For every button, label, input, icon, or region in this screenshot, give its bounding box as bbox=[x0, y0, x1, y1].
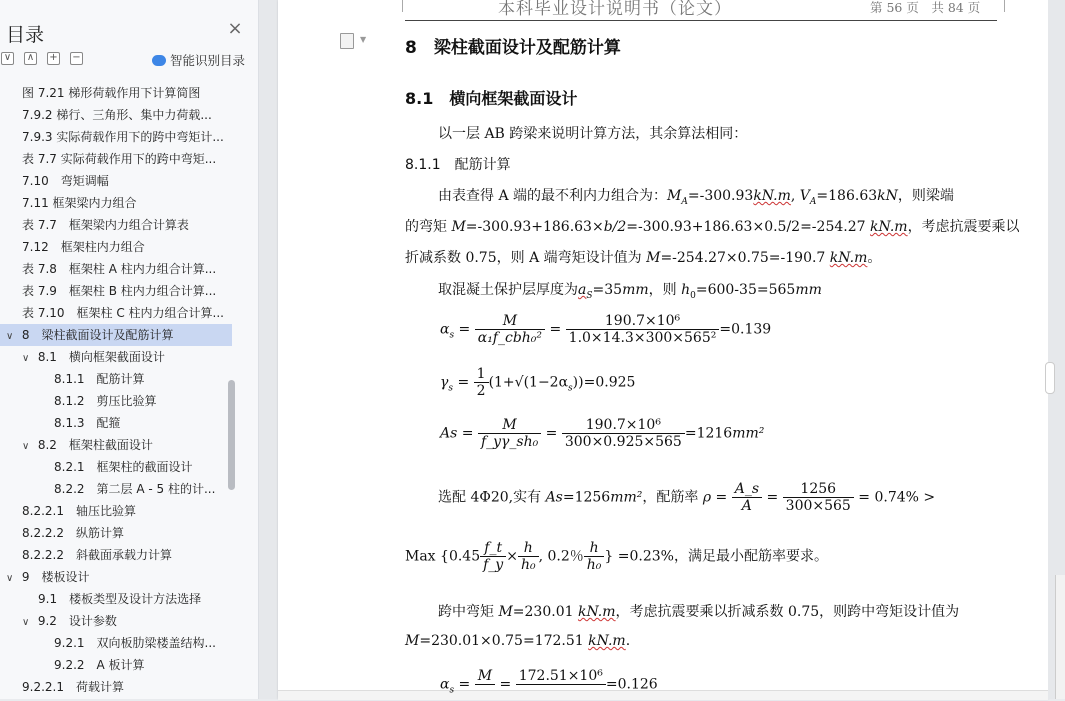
heading-3: 8.1.1 配筋计算 bbox=[405, 157, 511, 173]
toc-item-label: 9.2.2 A 板计算 bbox=[54, 658, 145, 672]
toc-item-label: 8.2 框架柱截面设计 bbox=[37, 438, 153, 452]
toc-item[interactable] bbox=[22, 346, 228, 368]
toc-item-label: 7.9.3 实际荷载作用下的跨中弯矩计... bbox=[22, 130, 224, 144]
toc-title: 目录 bbox=[6, 24, 45, 46]
toc-item[interactable] bbox=[54, 390, 228, 412]
toc-item[interactable] bbox=[54, 368, 228, 390]
toc-list bbox=[0, 82, 232, 692]
equation-alpha-s: $\alpha_s$ = $\frac{M}{\text{α₁f\_cbh₀²}}$ = $\frac{\text{190.7×10⁶}}{\text{1.0×14.3×300×565²}}$ =0.139 bbox=[440, 313, 772, 346]
toc-item[interactable] bbox=[54, 456, 228, 478]
toc-item-label: 表 7.7 框架梁内力组合计算表 bbox=[22, 218, 189, 232]
add-item-icon[interactable]: + bbox=[47, 52, 60, 65]
chevron-down-icon[interactable]: ∨ bbox=[22, 441, 30, 452]
toc-item[interactable] bbox=[22, 610, 228, 632]
toc-item[interactable] bbox=[22, 214, 228, 236]
header-page-number: 第 56 页 共 84 页 bbox=[870, 0, 981, 15]
toc-item[interactable] bbox=[22, 280, 228, 302]
chevron-down-icon[interactable]: ∨ bbox=[6, 573, 14, 584]
paragraph-1: 由表查得 A 端的最不利内力组合为：$M_A=-300.93kN.m$, $V_A=186.63kN$，则梁端 bbox=[438, 188, 954, 207]
paragraph-6: Max {0.45 $\frac{f\_t}{f\_y}$ × $\frac{h}{\text{h₀}}$ , 0.2％ $\frac{h}{\text{h₀}}$ } =0.23%，满足最小配筋率要求。 bbox=[405, 540, 828, 573]
toc-item[interactable] bbox=[54, 412, 228, 434]
paragraph-7: 跨中弯矩 M=230.01 kN.m，考虑抗震要乘以折减系数 0.75，则跨中弯矩设计值为 bbox=[438, 604, 960, 620]
toc-item-label: 8.2.2.2 斜截面承载力计算 bbox=[22, 548, 172, 562]
toc-item[interactable] bbox=[22, 82, 228, 104]
paragraph-8: M=230.01×0.75=172.51 kN.m. bbox=[405, 633, 631, 649]
toc-item-label: 8.2.1 框架柱的截面设计 bbox=[54, 460, 193, 474]
toc-item-label: 8.2.2 第二层 A - 5 柱的计... bbox=[54, 482, 216, 496]
toc-item-label: 表 7.10 框架柱 C 柱内力组合计算... bbox=[22, 306, 224, 320]
document-page bbox=[278, 0, 1048, 699]
header-title: 本科毕业设计说明书（论文） bbox=[498, 0, 732, 19]
collapse-all-icon[interactable]: ∧ bbox=[24, 52, 37, 65]
toc-item[interactable] bbox=[22, 236, 228, 258]
smart-toc-button[interactable] bbox=[152, 51, 245, 69]
toc-item[interactable] bbox=[54, 632, 228, 654]
toc-item[interactable] bbox=[22, 192, 228, 214]
toc-item[interactable] bbox=[22, 500, 228, 522]
toc-item[interactable] bbox=[54, 478, 228, 500]
toc-item-label: 表 7.9 框架柱 B 柱内力组合计算... bbox=[22, 284, 217, 298]
toc-sidebar bbox=[0, 0, 259, 699]
toc-item[interactable] bbox=[22, 676, 228, 692]
toc-item-label: 9.2 设计参数 bbox=[37, 614, 117, 628]
toc-item-label: 7.12 框架柱内力组合 bbox=[22, 240, 145, 254]
chevron-down-icon[interactable]: ∨ bbox=[6, 331, 14, 342]
toc-item-label: 8.1.3 配箍 bbox=[54, 416, 121, 430]
toc-item-label: 8.2.2.1 轴压比验算 bbox=[22, 504, 136, 518]
toc-item-label: 9.1 楼板类型及设计方法选择 bbox=[38, 592, 202, 606]
toc-item[interactable] bbox=[22, 302, 228, 324]
toc-item[interactable] bbox=[22, 434, 228, 456]
chevron-down-icon[interactable]: ▼ bbox=[360, 35, 367, 44]
toc-item[interactable] bbox=[22, 126, 228, 148]
toc-item[interactable] bbox=[6, 566, 228, 588]
right-side-panel bbox=[1055, 575, 1065, 699]
toc-item-label: 8.1.1 配筋计算 bbox=[54, 372, 145, 386]
toc-item[interactable] bbox=[22, 258, 228, 280]
toc-item-label: 图 7.21 梯形荷载作用下计算简图 bbox=[22, 86, 201, 100]
toc-item-label: 8.1.2 剪压比验算 bbox=[54, 394, 157, 408]
page-icon[interactable] bbox=[340, 33, 354, 49]
equation-as: As = $\frac{M}{\text{f\_yγ\_sh₀}}$ = $\frac{\text{190.7×10⁶}}{300\times 0.925\times 565}$ =1216mm² bbox=[440, 417, 765, 450]
chevron-down-icon[interactable]: ∨ bbox=[22, 617, 30, 628]
paragraph-3: 折减系数 0.75，则 A 端弯矩设计值为 M=-254.27×0.75=-190.7 kN.m。 bbox=[405, 250, 882, 266]
toc-item-label: 8 梁柱截面设计及配筋计算 bbox=[21, 328, 174, 342]
remove-item-icon[interactable]: − bbox=[70, 52, 83, 65]
toc-item-label: 8.2.2.2 纵筋计算 bbox=[22, 526, 124, 540]
equation-alpha-s-midspan: $\alpha_s$ = M = 172.51×10⁶ =0.126 bbox=[440, 668, 658, 696]
crop-mark bbox=[1004, 0, 1015, 12]
paragraph-5: 选配 4Φ20,实有 As=1256mm²，配筋率 ρ = $\frac{A\_s}{A}$ = $\frac{1256}{300\times 565}$ = 0.74% > bbox=[438, 481, 936, 514]
close-icon[interactable]: × bbox=[227, 18, 243, 39]
ai-cloud-icon bbox=[152, 55, 166, 66]
crop-mark bbox=[392, 0, 403, 12]
toc-item-label: 9.2.2.1 荷载计算 bbox=[22, 680, 124, 692]
chevron-down-icon[interactable]: ∨ bbox=[22, 353, 30, 364]
toc-item-label: 9.2.1 双向板肋梁楼盖结构... bbox=[54, 636, 216, 650]
toc-item[interactable] bbox=[38, 588, 228, 610]
toc-item[interactable] bbox=[22, 522, 228, 544]
paragraph-intro: 以一层 AB 跨梁来说明计算方法，其余算法相同： bbox=[438, 126, 748, 142]
toc-item-label: 9 楼板设计 bbox=[21, 570, 90, 584]
heading-1: 8 梁柱截面设计及配筋计算 bbox=[405, 38, 621, 58]
toc-item-label: 7.10 弯矩调幅 bbox=[22, 174, 109, 188]
toc-item[interactable] bbox=[22, 544, 228, 566]
toc-item[interactable] bbox=[22, 170, 228, 192]
toc-item-label: 8.1 横向框架截面设计 bbox=[37, 350, 165, 364]
expand-all-icon[interactable]: ∨ bbox=[1, 52, 14, 65]
toc-item[interactable] bbox=[22, 104, 228, 126]
toc-item[interactable] bbox=[0, 324, 232, 346]
toc-item-label: 表 7.7 实际荷载作用下的跨中弯矩... bbox=[22, 152, 217, 166]
equation-gamma-s: $\gamma_s$ = $\frac{1}{2}$ $(1+√(1-2\alpha_s))=0.925$ bbox=[440, 366, 636, 399]
toc-item[interactable] bbox=[54, 654, 228, 676]
toc-item-label: 7.11 框架梁内力组合 bbox=[22, 196, 137, 210]
smart-toc-label: 智能识别目录 bbox=[170, 53, 246, 68]
right-panel-handle[interactable] bbox=[1045, 362, 1055, 394]
heading-2: 8.1 横向框架截面设计 bbox=[405, 89, 578, 108]
toc-scrollbar[interactable] bbox=[228, 380, 235, 490]
paragraph-4: 取混凝土保护层厚度为$a_S=35mm$，则 $h_0=600-35=565mm$ bbox=[438, 282, 822, 301]
toc-item-label: 7.9.2 梯行、三角形、集中力荷载... bbox=[22, 108, 212, 122]
paragraph-2: 的弯矩 M=-300.93+186.63×b/2=-300.93+186.63×0.5/2=-254.27 kN.m，考虑抗震要乘以 bbox=[405, 219, 1020, 235]
toc-item-label: 表 7.8 框架柱 A 柱内力组合计算... bbox=[22, 262, 217, 276]
toc-item[interactable] bbox=[22, 148, 228, 170]
header-rule bbox=[405, 20, 997, 21]
